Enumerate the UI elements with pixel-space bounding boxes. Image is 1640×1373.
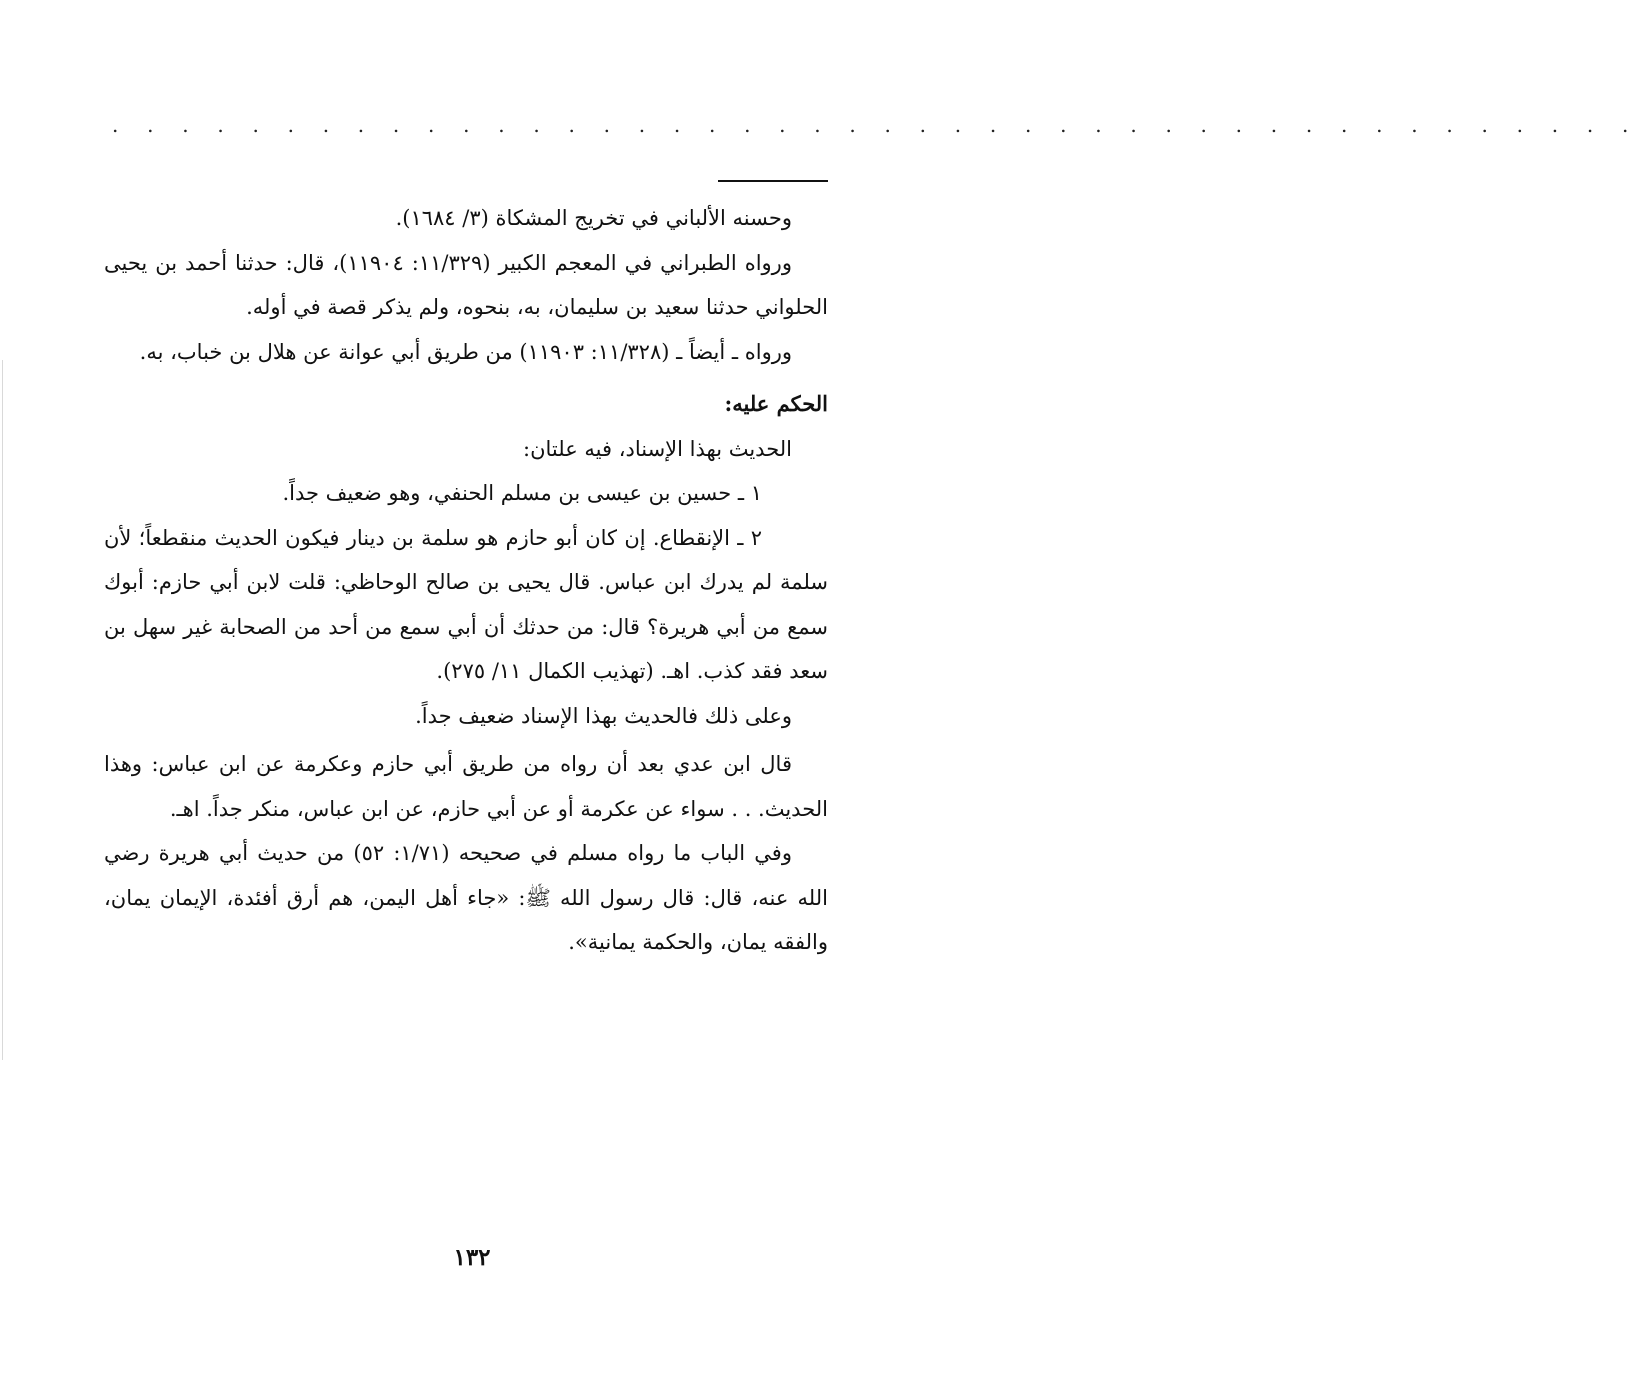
page-number: ١٣٢ xyxy=(453,1244,491,1271)
footnote-rule xyxy=(718,180,828,182)
conclusion: وعلى ذلك فالحديث بهذا الإسناد ضعيف جداً. xyxy=(415,703,792,728)
footnote-separator-dots: . . . . . . . . . . . . . . . . . . . . . . . . . . . . . . . . . . . . . . . . . . . . xyxy=(112,113,1640,137)
page-body xyxy=(104,196,828,965)
judgement-intro: الحديث بهذا الإسناد، فيه علتان: xyxy=(523,436,792,461)
reason-2: ٢ ـ الإنقطاع. إن كان أبو حازم هو سلمة بن دينار فيكون الحديث منقطعاً؛ لأن سلمة لم يدرك ابن عباس. قال يحيى بن صالح الوحاظي: قلت لابن أبي حازم: أبوك سمع من أبي هريرة؟ قال: من حدثك أن أبي سمع من أحد من الصحابة غير سهل بن سعد فقد كذب. اهـ. (تهذيب الكمال ١١/ ٢٧٥). xyxy=(104,525,828,683)
paragraph-albani: وحسنه الألباني في تخريج المشكاة (٣/ ١٦٨٤). xyxy=(395,206,792,230)
ibn-adi-paragraph: قال ابن عدي بعد أن رواه من طريق أبي حازم وعكرمة عن ابن عباس: وهذا الحديث. . . سواء عن عكرمة أو عن أبي حازم، عن ابن عباس، منكر جداً. اهـ. xyxy=(104,752,828,821)
section-heading: الحكم عليه: xyxy=(724,391,828,416)
muslim-paragraph: وفي الباب ما رواه مسلم في صحيحه (١/٧١: ٥٢) من حديث أبي هريرة رضي الله عنه، قال: قال رسول الله ﷺ: «جاء أهل اليمن، هم أرق أفئدة، الإيمان يمان، والفقه يمان، والحكمة يمانية». xyxy=(104,841,828,954)
paragraph-tabarani: ورواه الطبراني في المعجم الكبير (١١/٣٢٩: ١١٩٠٤)، قال: حدثنا أحمد بن يحيى الحلواني حدثنا سعيد بن سليمان، به، بنحوه، ولم يذكر قصة في أوله. xyxy=(104,250,828,319)
scan-edge-line xyxy=(2,360,3,1060)
paragraph-abu-awana: ورواه ـ أيضاً ـ (١١/٣٢٨: ١١٩٠٣) من طريق أبي عوانة عن هلال بن خباب، به. xyxy=(139,339,792,364)
reason-1: ١ ـ حسين بن عيسى بن مسلم الحنفي، وهو ضعيف جداً. xyxy=(282,481,762,505)
